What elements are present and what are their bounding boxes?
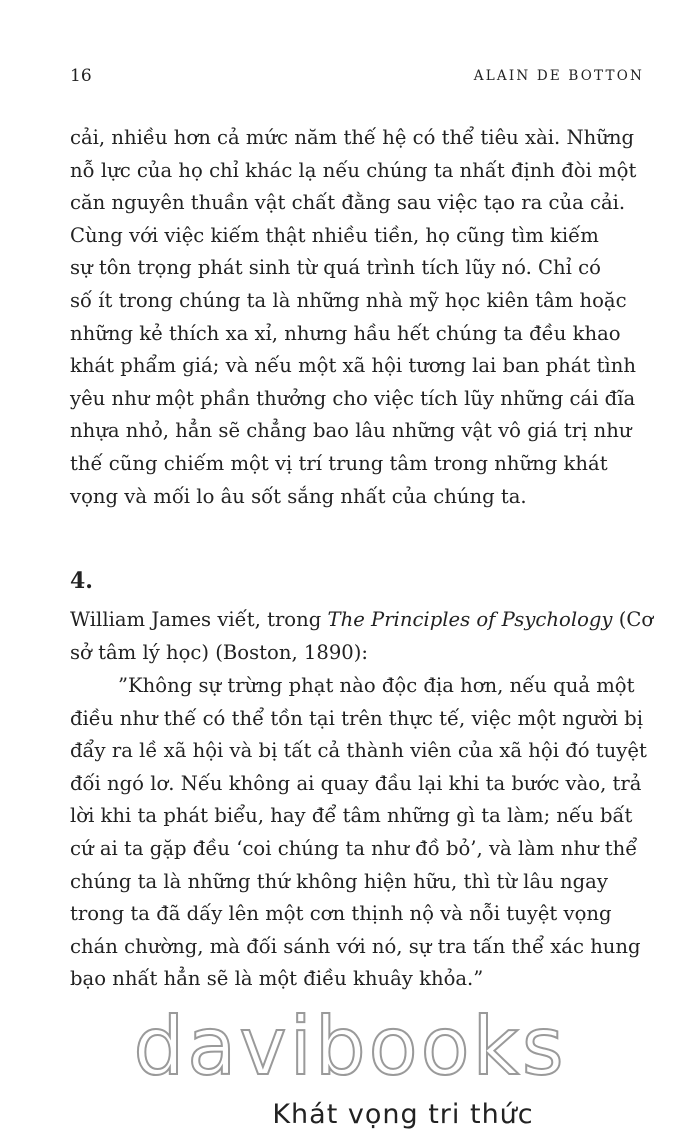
page-number: 16 xyxy=(70,66,92,86)
text-line: chúng ta là những thứ không hiện hữu, thì từ lâu ngay xyxy=(70,869,608,893)
text-line: chán chường, mà đối sánh với nó, sự tra tấn thể xác hung xyxy=(70,934,641,958)
intro-prefix: William James viết, trong xyxy=(70,608,328,631)
text-line: ”Không sự trừng phạt nào độc địa hơn, nếu quả một xyxy=(118,674,635,697)
text-line: sở tâm lý học) (Boston, 1890): xyxy=(70,640,369,664)
text-line: Cùng với việc kiếm thật nhiều tiền, họ cũng tìm kiếm xyxy=(70,223,599,247)
text-line: lời khi ta phát biểu, hay để tâm những gì ta làm; nếu bất xyxy=(70,804,633,828)
text-line: đối ngó lơ. Nếu không ai quay đầu lại khi ta bước vào, trả xyxy=(70,771,642,795)
text-line: thế cũng chiếm một vị trí trung tâm trong những khát xyxy=(70,451,608,475)
text-line: khát phẩm giá; và nếu một xã hội tương lai ban phát tình xyxy=(70,354,636,378)
text-line: nhựa nhỏ, hẳn sẽ chẳng bao lâu những vật vô giá trị như xyxy=(70,419,632,443)
text-line: yêu như một phần thưởng cho việc tích lũy những cái đĩa xyxy=(70,386,636,410)
book-title: The Principles of Psychology xyxy=(327,608,613,631)
text-line: cứ ai ta gặp đều ‘coi chúng ta như đồ bỏ’, và làm như thể xyxy=(70,836,638,860)
paragraph-1 xyxy=(70,122,644,513)
running-head-author: ALAIN DE BOTTON xyxy=(473,68,644,84)
watermark-brand: davibooks xyxy=(133,1000,567,1093)
quotation xyxy=(70,670,647,996)
intro-suffix: (Cơ xyxy=(612,608,654,631)
text-line xyxy=(70,604,654,637)
text-line: đẩy ra lề xã hội và bị tất cả thành viên của xã hội đó tuyệt xyxy=(70,739,647,763)
text-line: nỗ lực của họ chỉ khác lạ nếu chúng ta nhất định đòi một xyxy=(70,158,637,182)
quote-intro xyxy=(70,604,654,669)
text-line: sự tôn trọng phát sinh từ quá trình tích lũy nó. Chỉ có xyxy=(70,256,601,280)
text-line: số ít trong chúng ta là những nhà mỹ học kiên tâm hoặc xyxy=(70,288,627,312)
watermark-tagline: Khát vọng tri thức xyxy=(272,1099,534,1130)
text-line: những kẻ thích xa xỉ, nhưng hầu hết chúng ta đều khao xyxy=(70,321,621,345)
section-heading: 4. xyxy=(70,568,93,594)
text-line: điều như thế có thể tồn tại trên thực tế, việc một người bị xyxy=(70,706,643,730)
text-line: bạo nhất hẳn sẽ là một điều khuây khỏa.” xyxy=(70,967,484,991)
text-line: căn nguyên thuần vật chất đằng sau việc tạo ra của cải. xyxy=(70,191,626,215)
text-line: vọng và mối lo âu sốt sắng nhất của chúng ta. xyxy=(70,484,527,508)
davibooks-watermark xyxy=(0,998,700,1138)
page-header xyxy=(70,66,644,94)
text-line: trong ta đã dấy lên một cơn thịnh nộ và nỗi tuyệt vọng xyxy=(70,902,612,926)
text-line: cải, nhiều hơn cả mức năm thế hệ có thể tiêu xài. Những xyxy=(70,126,635,149)
